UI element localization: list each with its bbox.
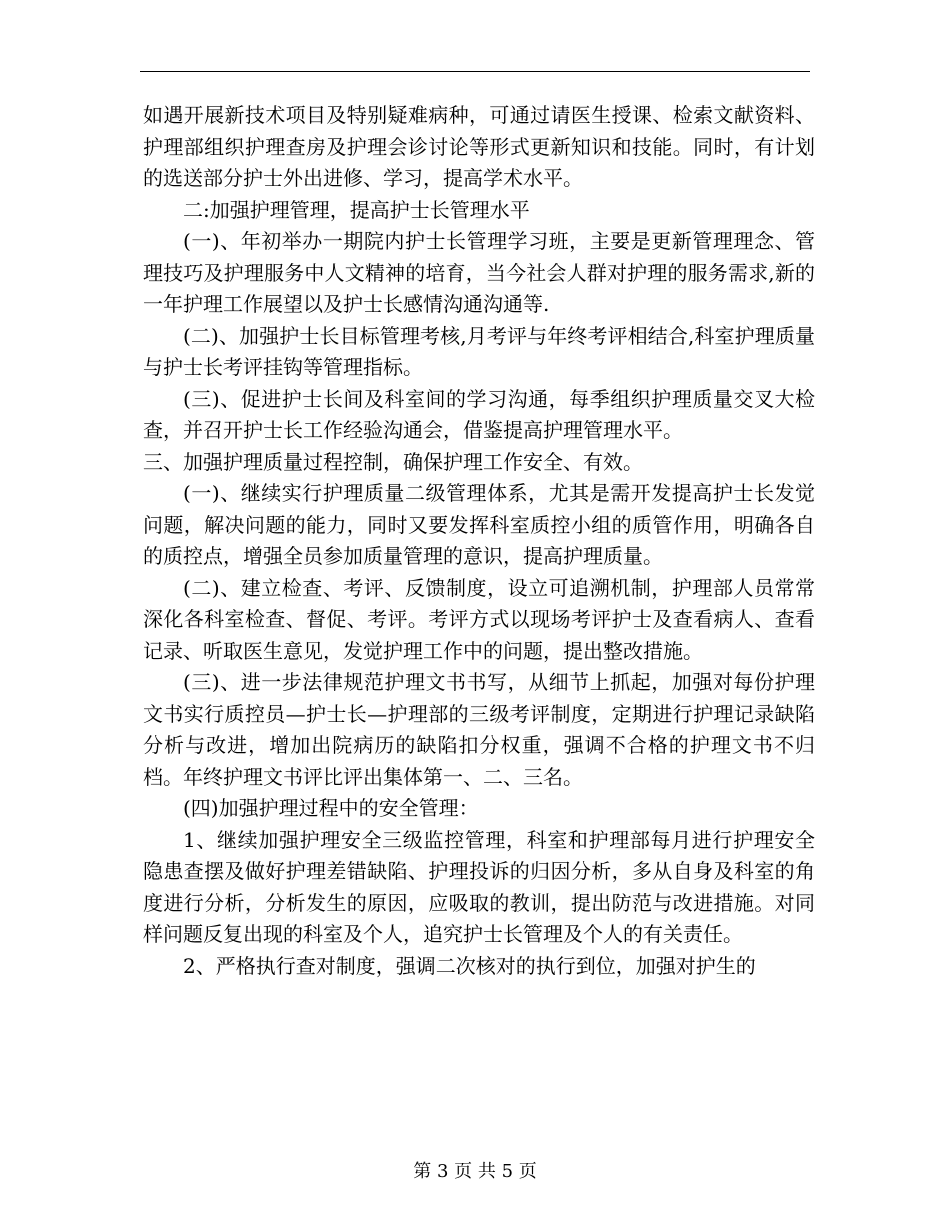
paragraph: 如遇开展新技术项目及特别疑难病种，可通过请医生授课、检索文献资料、护理部组织护理查房及护理会诊讨论等形式更新知识和技能。同时，有计划的选送部分护士外出进修、学习，提高学术水平。 xyxy=(143,103,815,190)
paragraph: (一)、年初举办一期院内护士长管理学习班，主要是更新管理理念、管理技巧及护理服务中人文精神的培育，当今社会人群对护理的服务需求,新的一年护理工作展望以及护士长感情沟通沟通等. xyxy=(143,229,815,316)
page-footer: 第 3 页 共 5 页 xyxy=(413,1161,537,1182)
paragraph: (三)、促进护士长间及科室间的学习沟通，每季组织护理质量交叉大检查，并召开护士长工作经验沟通会，借鉴提高护理管理水平。 xyxy=(143,386,815,442)
paragraph: (二)、加强护士长目标管理考核,月考评与年终考评相结合,科室护理质量与护士长考评挂钩等管理指标。 xyxy=(143,323,815,379)
paragraph: (二)、建立检查、考评、反馈制度，设立可追溯机制，护理部人员常常深化各科室检查、督促、考评。考评方式以现场考评护士及查看病人、查看记录、听取医生意见，发觉护理工作中的问题，提出整改措施。 xyxy=(143,575,815,663)
section-heading: 三、加强护理质量过程控制，确保护理工作安全、有效。 xyxy=(143,449,643,474)
header-rule xyxy=(140,71,810,72)
body-text xyxy=(143,100,815,982)
section-heading: 二:加强护理管理，提高护士长管理水平 xyxy=(183,197,530,222)
paragraph: 1、继续加强护理安全三级监控管理，科室和护理部每月进行护理安全隐患查摆及做好护理差错缺陷、护理投诉的归因分析，多从自身及科室的角度进行分析，分析发生的原因，应吸取的教训，提出防范与改进措施。对同样问题反复出现的科室及个人，追究护士长管理及个人的有关责任。 xyxy=(143,827,815,946)
paragraph: 2、严格执行查对制度，强调二次核对的执行到位，加强对护生的 xyxy=(183,953,756,978)
paragraph: (一)、继续实行护理质量二级管理体系，尤其是需开发提高护士长发觉问题，解决问题的能力，同时又要发挥科室质控小组的质管作用，明确各自的质控点，增强全员参加质量管理的意识，提高护理质量。 xyxy=(143,481,815,568)
paragraph: (三)、进一步法律规范护理文书书写，从细节上抓起，加强对每份护理文书实行质控员—护士长—护理部的三级考评制度，定期进行护理记录缺陷分析与改进，增加出院病历的缺陷扣分权重，强调不合格的护理文书不归档。年终护理文书评比评出集体第一、二、三名。 xyxy=(143,670,815,789)
subsection-heading: (四)加强护理过程中的安全管理： xyxy=(183,796,479,820)
